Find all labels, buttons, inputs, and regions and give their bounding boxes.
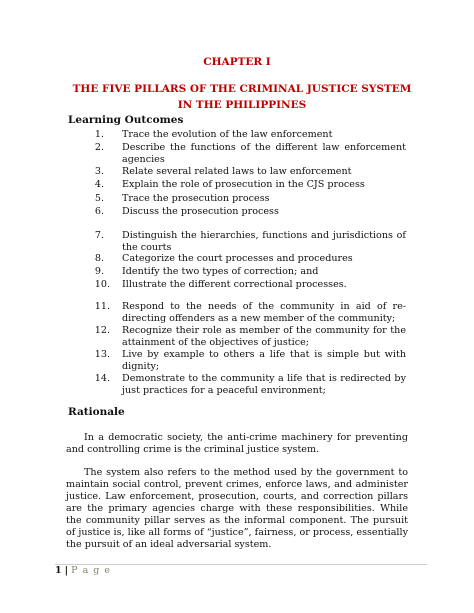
item-text: Relate several related laws to law enforcement [122, 166, 352, 177]
item-text: Identify the two types of correction; and [122, 266, 319, 277]
page-label: P a g e [71, 565, 111, 576]
item-number: 6. [94, 206, 104, 217]
item-number: 2. [94, 142, 104, 153]
item-text: Trace the prosecution process [122, 193, 270, 204]
item-text: Recognize their role as member of the community for the attainment of the objectives of justice; [122, 325, 406, 348]
item-number: 14. [94, 373, 110, 384]
item-number: 5. [94, 193, 104, 204]
rationale-heading: Rationale [68, 406, 125, 418]
item-number: 4. [94, 179, 104, 190]
item-text: Trace the evolution of the law enforcement [122, 129, 333, 140]
item-number: 8. [94, 253, 104, 264]
item-text: Explain the role of prosecution in the CJS process [122, 179, 365, 190]
item-text: Illustrate the different correctional processes. [122, 279, 347, 290]
learning-outcomes-heading: Learning Outcomes [68, 114, 184, 126]
rationale-paragraph-1: In a democratic society, the anti-crime machinery for preventing and controlling crime is the criminal justice system. [66, 432, 408, 455]
item-text: Respond to the needs of the community in aid of re-directing offenders as a new member of the community; [122, 301, 406, 324]
item-number: 7. [94, 230, 104, 241]
page-footer [55, 565, 111, 576]
item-number: 3. [94, 166, 104, 177]
item-text: Categorize the court processes and procedures [122, 253, 353, 264]
page-number: 1 [55, 565, 62, 576]
chapter-label: CHAPTER I [203, 56, 271, 68]
item-number: 13. [94, 349, 110, 360]
item-text: Discuss the prosecution process [122, 206, 279, 217]
item-number: 1. [94, 129, 104, 140]
rationale-paragraph-2: The system also refers to the method used by the government to maintain social control, prevent crimes, enforce laws, and administer justice. Law enforcement, prosecution, courts, and correction pillars are the primary agencies charge with these responsibilities. While the community pillar serves as the informal component. The pursuit of justice is, like all forms of “justice”, fairness, or process, essentially the pursuit of an ideal adversarial system. [66, 467, 408, 550]
item-text: Distinguish the hierarchies, functions and jurisdictions of the courts [122, 230, 406, 253]
item-text: Describe the functions of the different law enforcement agencies [122, 142, 406, 165]
item-text: Demonstrate to the community a life that is redirected by just practices for a peaceful environment; [122, 373, 406, 396]
chapter-title: THE FIVE PILLARS OF THE CRIMINAL JUSTICE SYSTEM IN THE PHILIPPINES [72, 83, 412, 111]
item-number: 10. [94, 279, 110, 290]
item-number: 12. [94, 325, 110, 336]
page-separator: | [64, 565, 69, 576]
item-text: Live by example to others a life that is simple but with dignity; [122, 349, 406, 372]
item-number: 9. [94, 266, 104, 277]
item-number: 11. [94, 301, 110, 312]
